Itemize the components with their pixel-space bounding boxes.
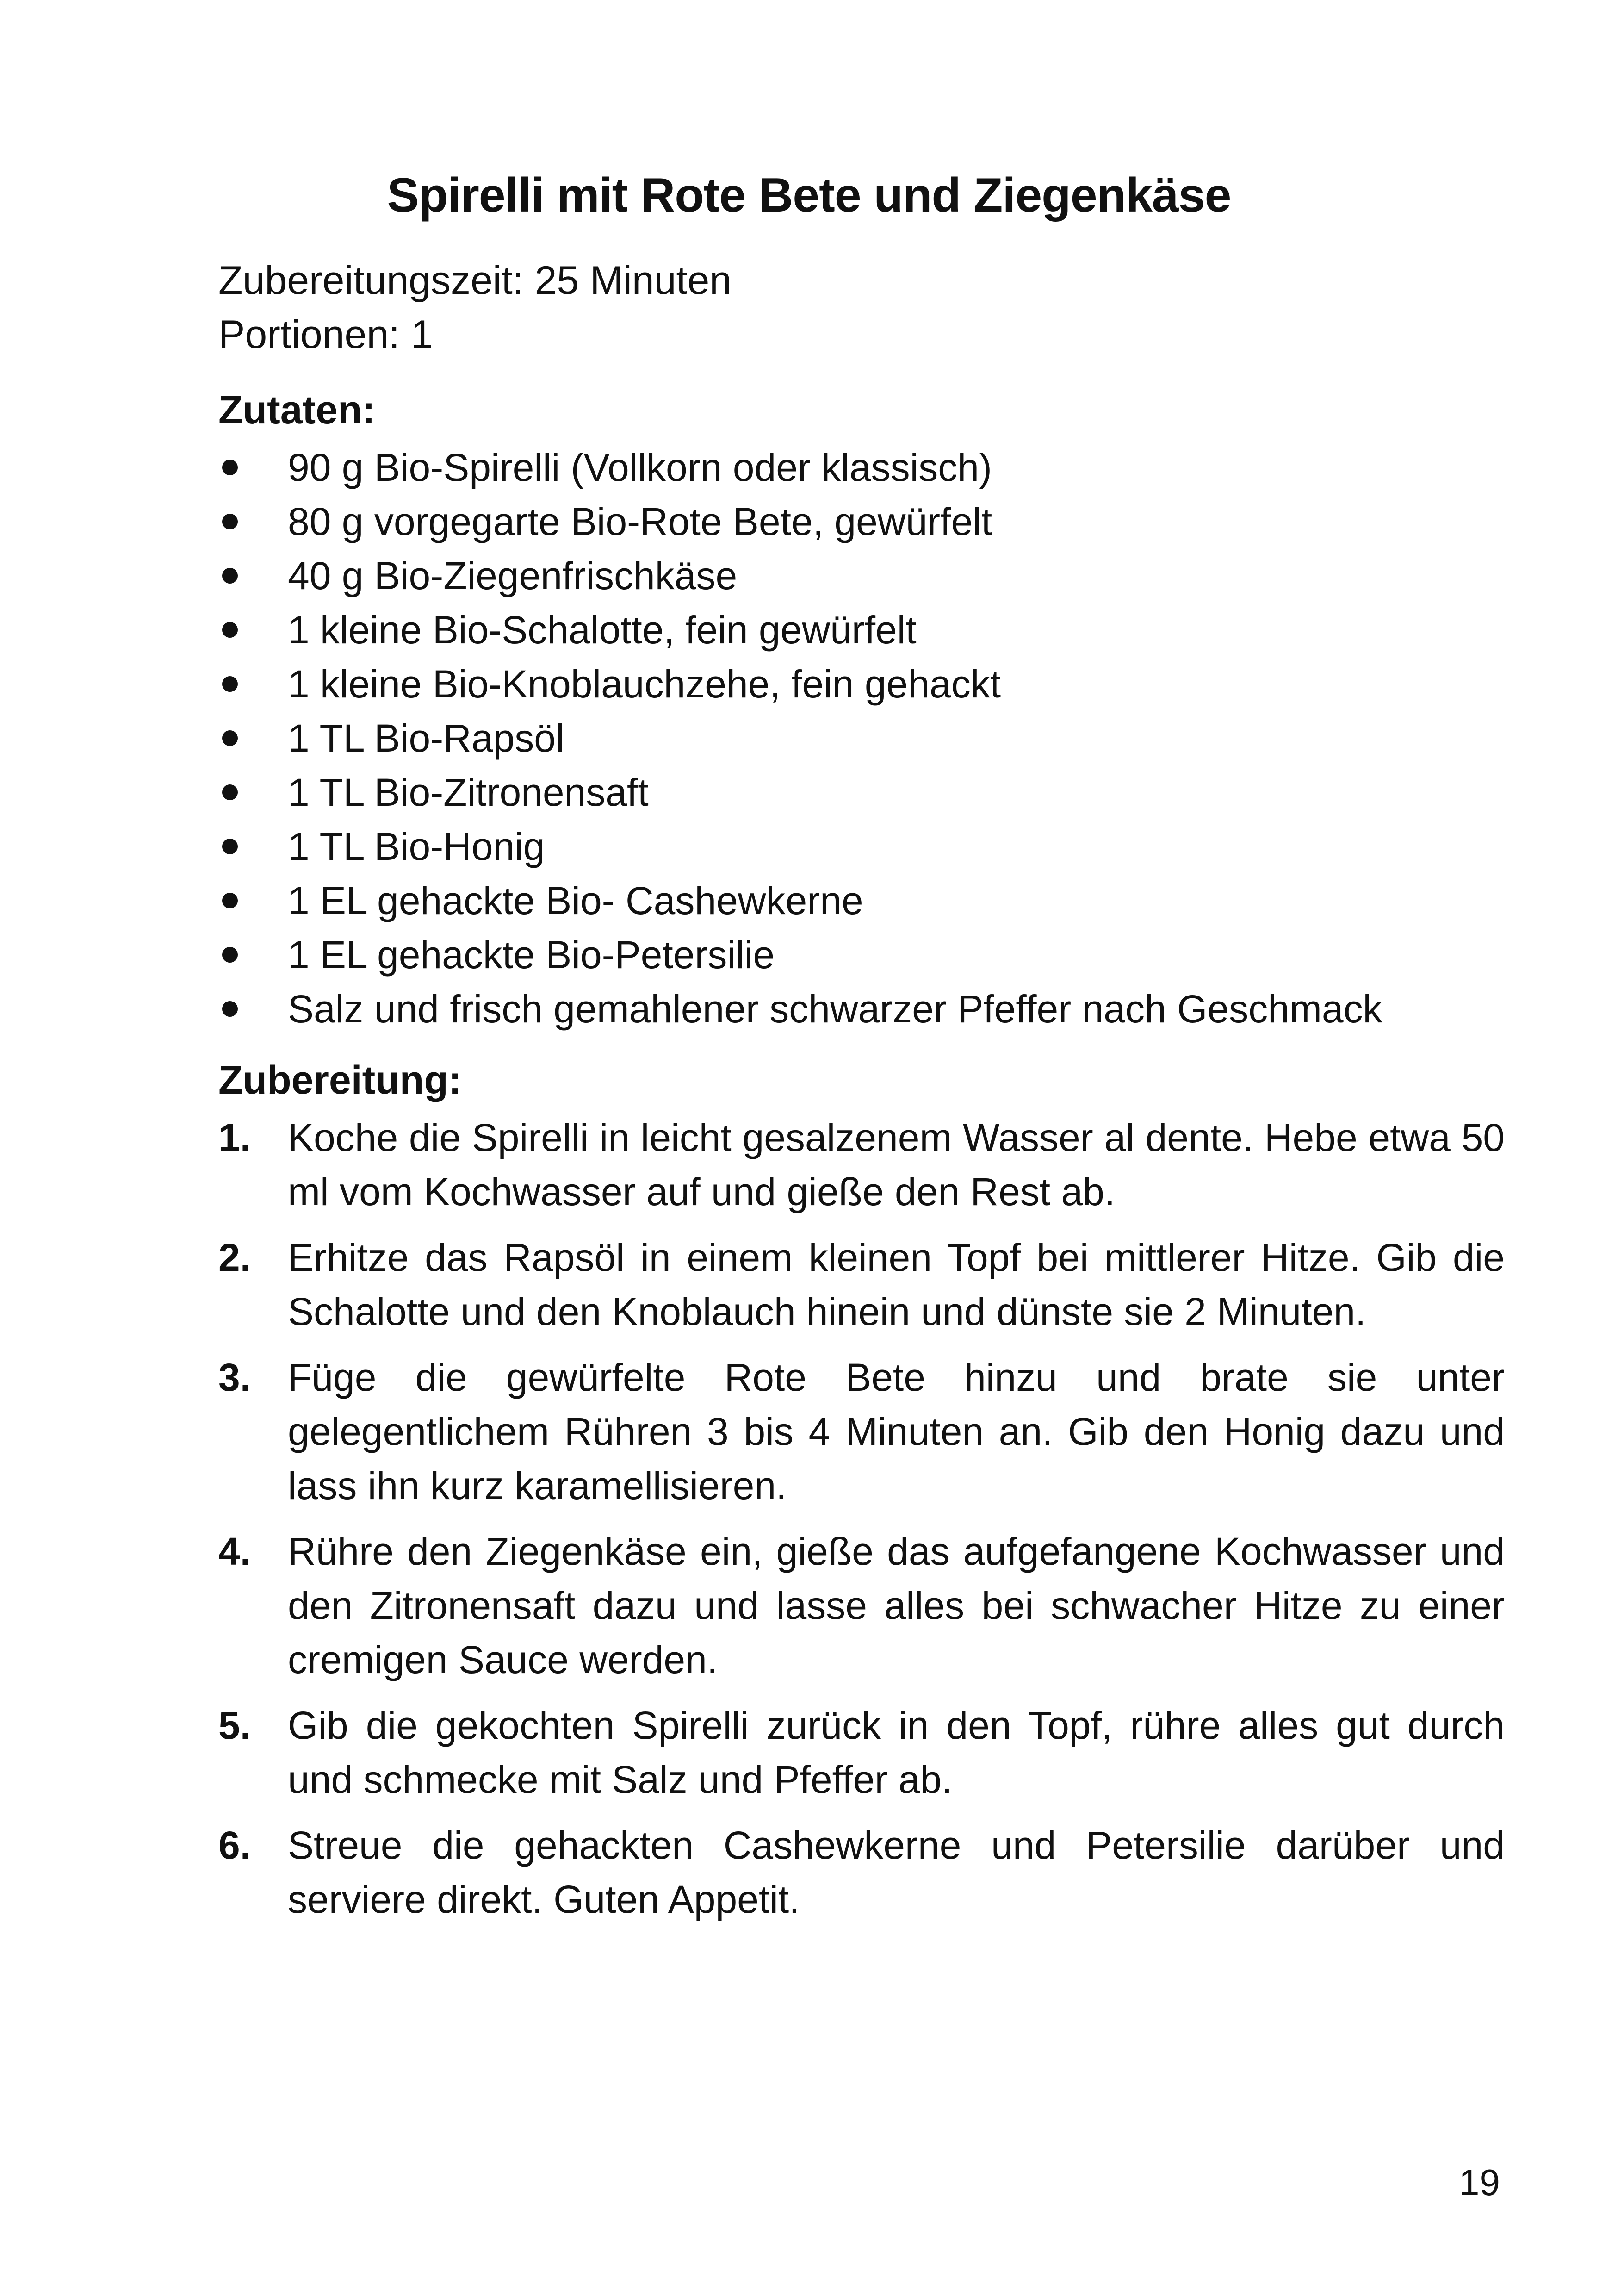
ingredient-text: Salz und frisch gemahlener schwarzer Pfeffer nach Geschmack [288,987,1382,1031]
step-number: 4. [218,1530,251,1573]
page-title: Spirelli mit Rote Bete und Ziegenkäse [387,168,1231,222]
portions: Portionen: 1 [218,312,433,357]
ingredient-item [218,711,1514,765]
bullet-icon [222,460,238,475]
preparation-heading: Zubereitung: [218,1058,462,1102]
step-text: Erhitze das Rapsöl in einem kleinen Topf bei mittlerer Hitze. Gib die Schalotte und den Knoblauch hinein und dünste sie 2 Minuten. [288,1236,1505,1333]
step-number: 2. [218,1236,251,1279]
step-number: 1. [218,1116,251,1159]
step-item [218,1350,1505,1513]
bullet-icon [222,1001,238,1017]
ingredient-item [218,928,1514,982]
step-item [218,1524,1505,1687]
preparation-time: Zubereitungszeit: 25 Minuten [218,258,732,303]
step-list [218,1111,1505,1938]
ingredient-item [218,765,1514,820]
bullet-icon [222,947,238,963]
ingredient-text: 80 g vorgegarte Bio-Rote Bete, gewürfelt [288,500,992,543]
page-number: 19 [1459,2162,1500,2203]
step-text: Streue die gehackten Cashewkerne und Petersilie darüber und serviere direkt. Guten Appetit. [288,1823,1505,1921]
ingredient-text: 1 TL Bio-Rapsöl [288,716,564,760]
step-item [218,1818,1505,1927]
ingredient-item [218,657,1514,711]
bullet-icon [222,676,238,692]
ingredient-item [218,495,1514,549]
step-text: Rühre den Ziegenkäse ein, gieße das aufgefangene Kochwasser und den Zitronensaft dazu und lasse alles bei schwacher Hitze zu einer cremigen Sauce werden. [288,1530,1505,1681]
ingredient-item [218,982,1514,1036]
ingredient-text: 1 TL Bio-Honig [288,825,545,868]
ingredient-text: 1 TL Bio-Zitronensaft [288,771,649,814]
ingredient-text: 1 EL gehackte Bio- Cashewkerne [288,879,863,922]
ingredient-text: 90 g Bio-Spirelli (Vollkorn oder klassisch) [288,446,992,489]
ingredient-item [218,820,1514,874]
bullet-icon [222,893,238,908]
ingredient-text: 1 EL gehackte Bio-Petersilie [288,933,775,977]
bullet-icon [222,568,238,584]
bullet-icon [222,514,238,529]
ingredient-item [218,441,1514,495]
bullet-icon [222,839,238,854]
ingredient-text: 1 kleine Bio-Schalotte, fein gewürfelt [288,608,917,652]
step-text: Koche die Spirelli in leicht gesalzenem Wasser al dente. Hebe etwa 50 ml vom Kochwasser auf und gieße den Rest ab. [288,1116,1505,1213]
ingredient-item [218,549,1514,603]
ingredient-text: 1 kleine Bio-Knoblauchzehe, fein gehackt [288,662,1001,706]
step-text: Gib die gekochten Spirelli zurück in den Topf, rühre alles gut durch und schmecke mit Salz und Pfeffer ab. [288,1704,1505,1801]
bullet-icon [222,622,238,638]
ingredients-heading: Zutaten: [218,388,376,432]
step-number: 3. [218,1356,251,1399]
step-item [218,1699,1505,1807]
ingredient-list [218,441,1514,1036]
bullet-icon [222,730,238,746]
step-number: 5. [218,1704,251,1747]
ingredient-text: 40 g Bio-Ziegenfrischkäse [288,554,738,597]
step-item [218,1111,1505,1219]
step-number: 6. [218,1823,251,1867]
step-item [218,1231,1505,1339]
ingredient-item [218,603,1514,657]
step-text: Füge die gewürfelte Rote Bete hinzu und brate sie unter gelegentlichem Rühren 3 bis 4 Minuten an. Gib den Honig dazu und lass ihn kurz karamellisieren. [288,1356,1505,1507]
bullet-icon [222,784,238,800]
ingredient-item [218,874,1514,928]
